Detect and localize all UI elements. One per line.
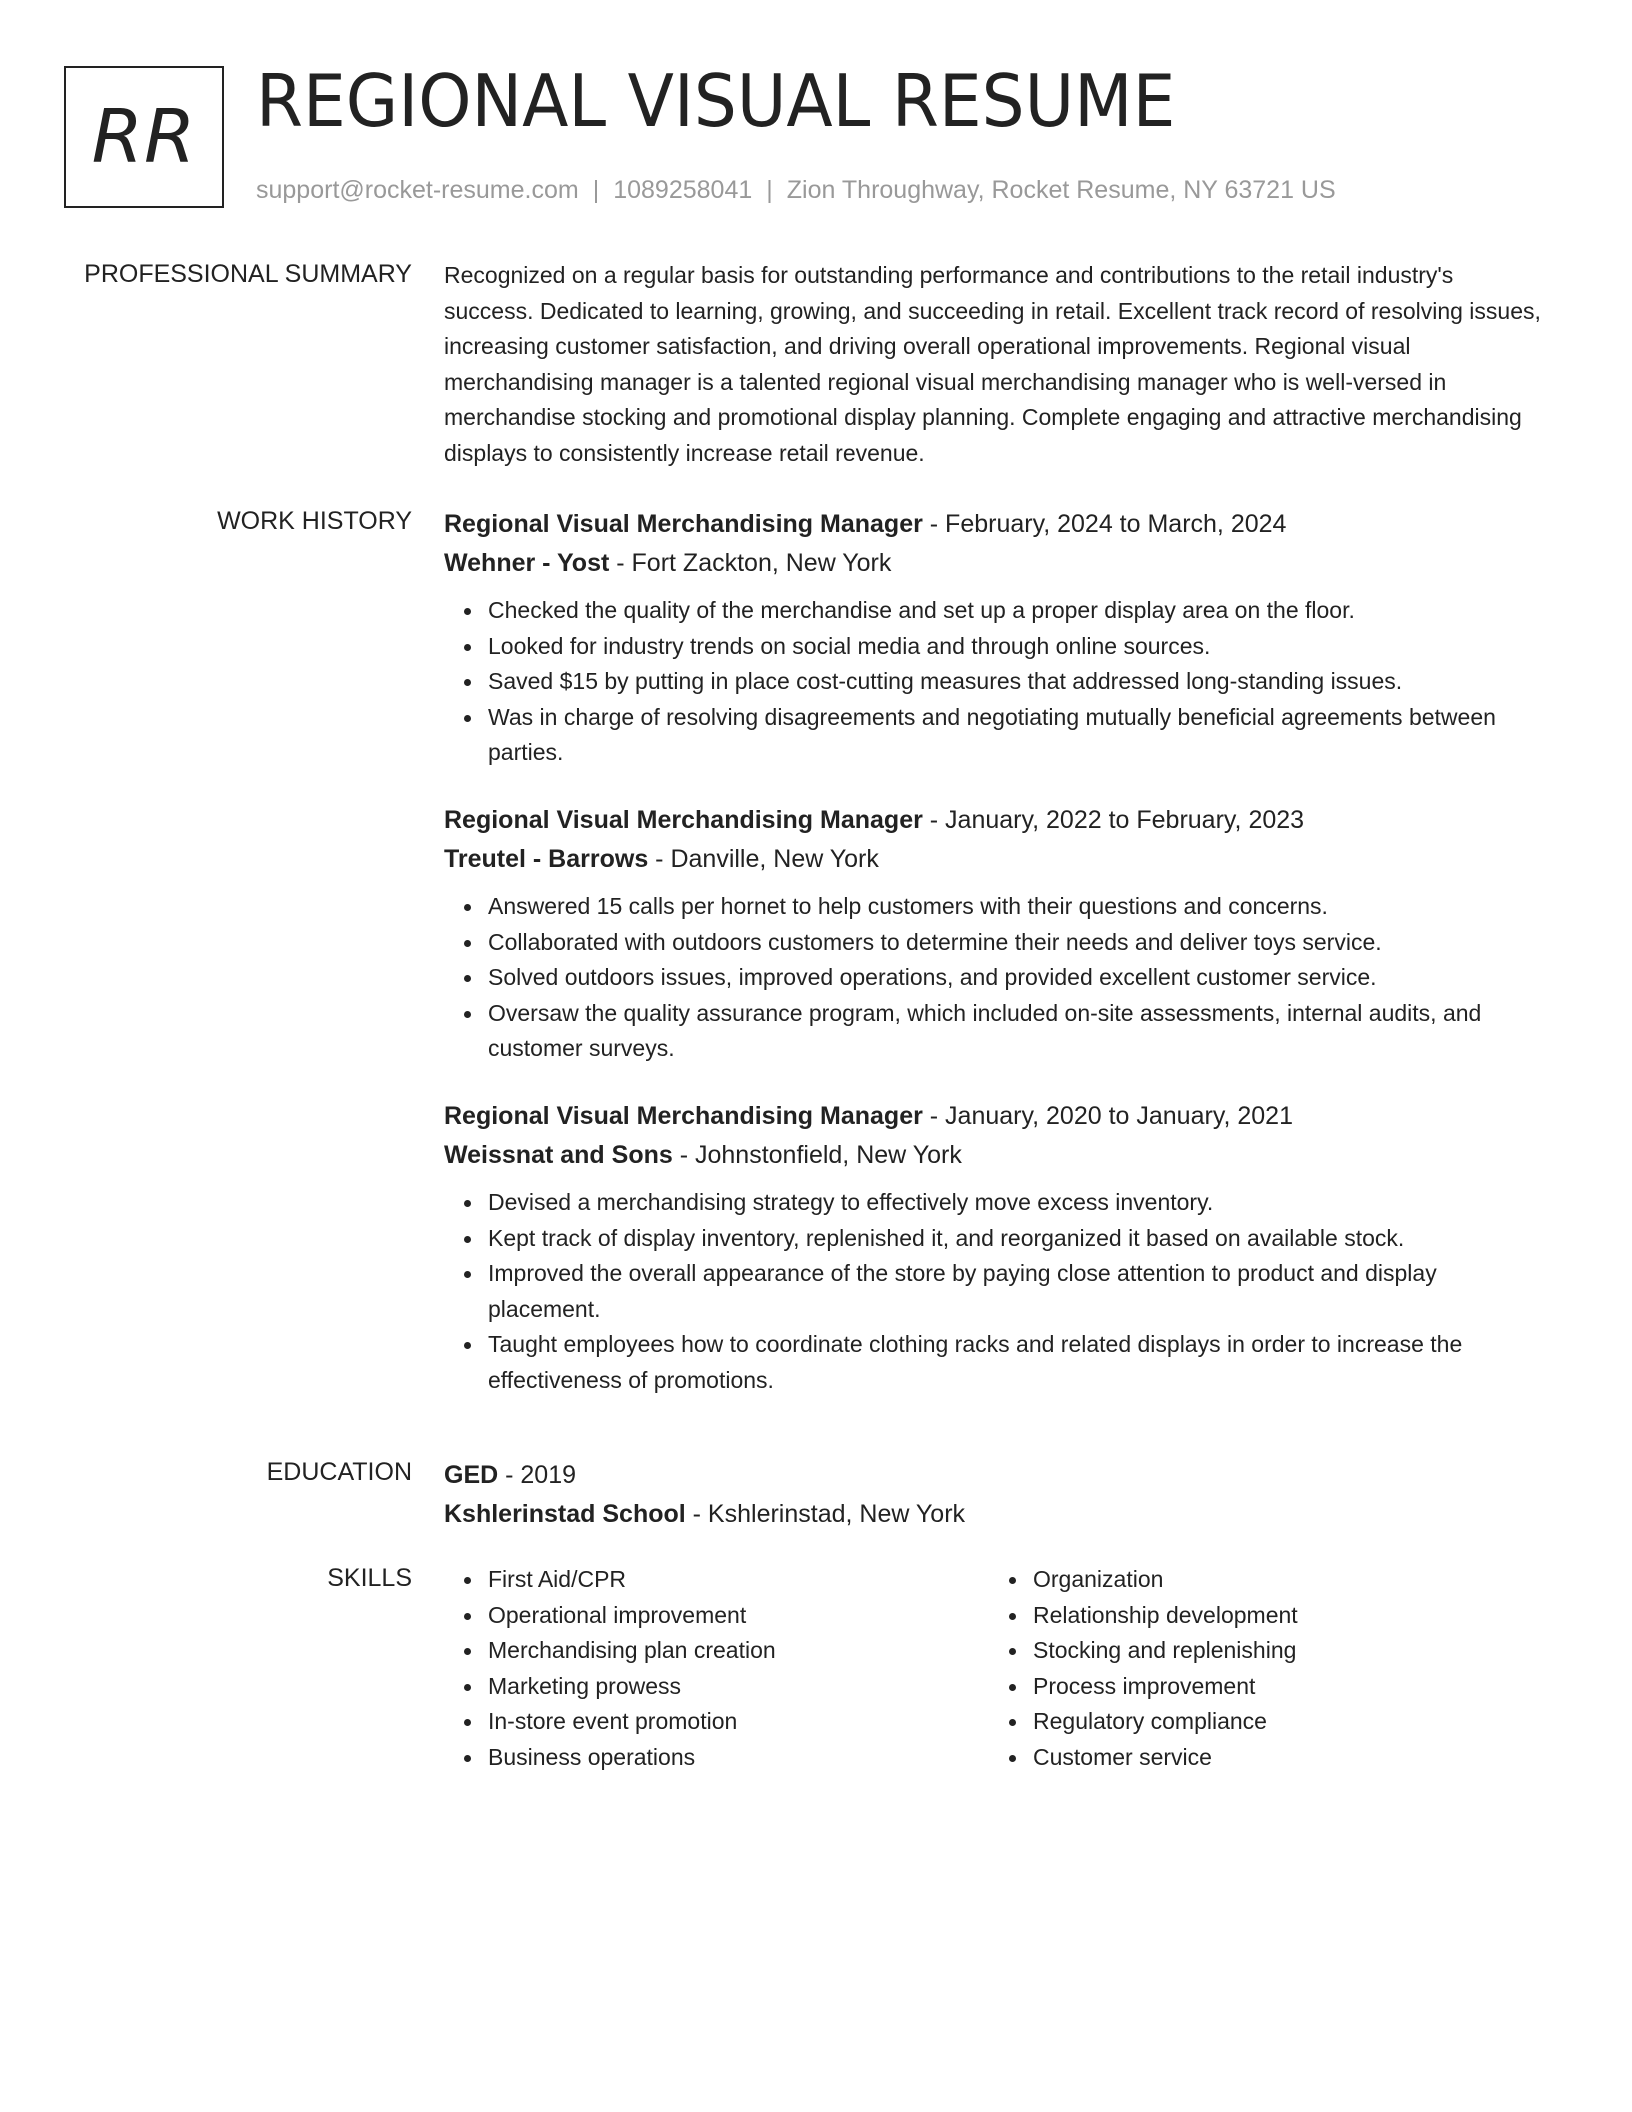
job-title-line [444,1097,1544,1136]
skills-columns [444,1562,1544,1776]
skill-item: First Aid/CPR [488,1562,989,1598]
skill-item: Stocking and replenishing [1033,1633,1534,1669]
contact-separator: | [592,176,600,204]
skills-column-right [989,1562,1534,1776]
skill-item: Organization [1033,1562,1534,1598]
work-history-body [444,505,1544,1429]
contact-email[interactable]: support@rocket-resume.com [256,176,579,204]
summary-body [444,258,1544,472]
education-degree-line [444,1456,1544,1495]
job-bullet: Was in charge of resolving disagreements and negotiating mutually beneficial agreements between parties. [488,700,1544,771]
education-location: - Kshlerinstad, New York [685,1500,966,1528]
job-title-line [444,801,1544,840]
job-title-line [444,505,1544,544]
job-location: - Danville, New York [648,844,879,873]
resume-title: REGIONAL VISUAL RESUME [256,59,1176,143]
education-year: - 2019 [498,1461,577,1489]
skill-item: Operational improvement [488,1598,989,1634]
job-company: Treutel - Barrows [444,844,649,873]
job-entry [444,505,1544,771]
section-label-skills: SKILLS [327,1564,412,1592]
job-bullet: Answered 15 calls per hornet to help customers with their questions and concerns. [488,889,1544,925]
skills-list-left [444,1562,989,1776]
contact-line [256,174,1336,206]
job-title: Regional Visual Merchandising Manager [444,805,923,834]
contact-phone[interactable]: 1089258041 [613,176,753,204]
job-dates: - February, 2024 to March, 2024 [922,510,1287,538]
job-dates: - January, 2022 to February, 2023 [922,805,1305,834]
education-degree: GED [444,1461,499,1489]
job-dates: - January, 2020 to January, 2021 [922,1101,1293,1130]
section-label-education: EDUCATION [266,1458,412,1486]
summary-text: Recognized on a regular basis for outstanding performance and contributions to the retail industry's success. Dedicated to learning, growing, and succeeding in retail. Excellent track record of resolving issues, increasing customer satisfaction, and driving overall operational improvements. Regional visual merchandising manager is a talented regional visual merchandising manager who is well-versed in merchandise stocking and promotional display planning. Complete engaging and attractive merchandising displays to consistently increase retail revenue. [444,262,1541,466]
job-bullet: Taught employees how to coordinate clothing racks and related displays in order to increase the effectiveness of promotions. [488,1327,1544,1398]
skills-column-left [444,1562,989,1776]
job-bullet: Looked for industry trends on social media and through online sources. [488,629,1544,665]
job-company: Weissnat and Sons [444,1140,673,1169]
skill-item: Business operations [488,1740,989,1776]
job-bullet: Oversaw the quality assurance program, which included on-site assessments, internal audits, and customer surveys. [488,996,1544,1067]
education-school: Kshlerinstad School [444,1500,686,1528]
contact-separator: | [766,176,773,204]
education-body [444,1456,1544,1534]
job-company-line [444,544,1544,583]
job-bullet: Improved the overall appearance of the store by paying close attention to product and display placement. [488,1256,1544,1327]
skill-item: Customer service [1033,1740,1534,1776]
skills-list-right [989,1562,1534,1776]
job-bullet: Kept track of display inventory, replenished it, and reorganized it based on available stock. [488,1221,1544,1257]
job-bullets [444,593,1544,771]
job-bullet: Solved outdoors issues, improved operations, and provided excellent customer service. [488,960,1544,996]
skill-item: Process improvement [1033,1669,1534,1705]
skill-item: Regulatory compliance [1033,1704,1534,1740]
job-title: Regional Visual Merchandising Manager [444,1101,923,1130]
job-bullets [444,1185,1544,1399]
job-bullet: Devised a merchandising strategy to effectively move excess inventory. [488,1185,1544,1221]
skill-item: Relationship development [1033,1598,1534,1634]
job-company-line [444,840,1544,879]
job-entry [444,801,1544,1067]
job-entry [444,1097,1544,1399]
monogram-box [64,66,224,208]
skills-body [444,1562,1544,1776]
section-label-summary: PROFESSIONAL SUMMARY [84,260,412,288]
monogram-initials: RR [91,94,197,180]
job-bullets [444,889,1544,1067]
job-company: Wehner - Yost [444,549,610,577]
skill-item: In-store event promotion [488,1704,989,1740]
job-bullet: Collaborated with outdoors customers to determine their needs and deliver toys service. [488,925,1544,961]
skill-item: Marketing prowess [488,1669,989,1705]
job-location: - Johnstonfield, New York [672,1140,962,1169]
job-company-line [444,1136,1544,1175]
section-label-work-history: WORK HISTORY [217,507,412,535]
job-location: - Fort Zackton, New York [609,549,892,577]
skill-item: Merchandising plan creation [488,1633,989,1669]
education-school-line [444,1495,1544,1534]
job-bullet: Checked the quality of the merchandise and set up a proper display area on the floor. [488,593,1544,629]
job-bullet: Saved $15 by putting in place cost-cutting measures that addressed long-standing issues. [488,664,1544,700]
contact-address: Zion Throughway, Rocket Resume, NY 63721 US [786,176,1336,204]
job-title: Regional Visual Merchandising Manager [444,510,923,538]
